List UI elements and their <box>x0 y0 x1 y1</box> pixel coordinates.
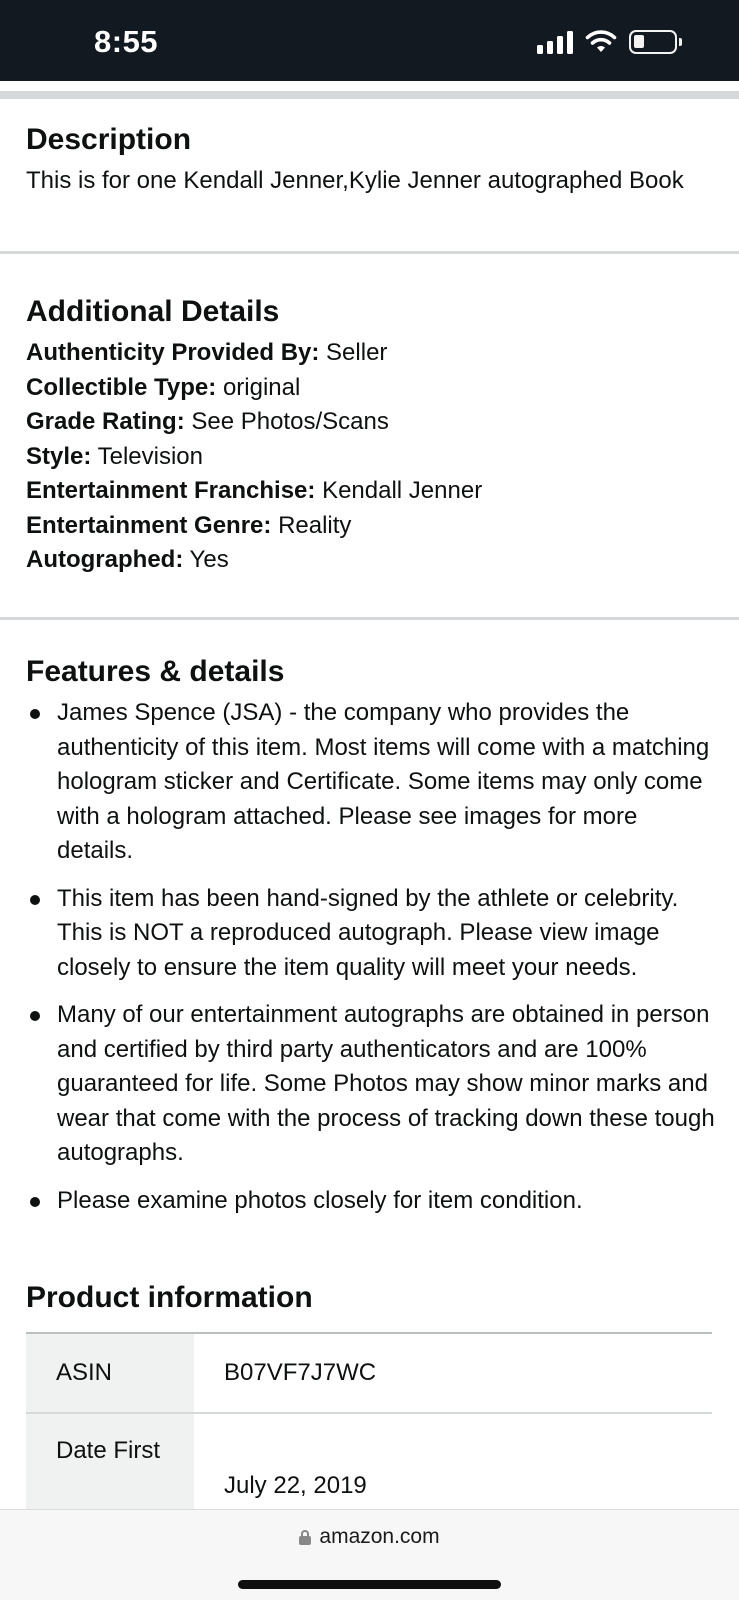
feature-bullet <box>26 696 716 869</box>
feature-text: James Spence (JSA) - the company who provides the authenticity of this item. Most items will come with a matching hologram sticker and Certificate. Some items may only come with a hologram attached. Please see images for more details. <box>57 699 710 864</box>
table-row <box>26 1334 712 1414</box>
table-key: Date First <box>26 1414 194 1534</box>
detail-list <box>26 336 726 578</box>
detail-key: Entertainment Franchise: <box>26 477 316 504</box>
feature-bullet <box>26 998 716 1171</box>
features-title: Features & details <box>26 655 285 688</box>
detail-row <box>26 371 726 406</box>
detail-value: Seller <box>326 339 388 366</box>
detail-value: Kendall Jenner <box>322 477 483 504</box>
feature-text: Many of our entertainment autographs are obtained in person and certified by third party authenticators and are 100% guaranteed for life. Some Photos may show minor marks and wear that come with the process of tracking down these tough autographs. <box>57 1001 715 1166</box>
detail-row <box>26 509 726 544</box>
additional-details-title: Additional Details <box>26 295 280 328</box>
detail-key: Entertainment Genre: <box>26 511 272 539</box>
section-divider <box>0 617 739 620</box>
description-text: This is for one Kendall Jenner,Kylie Jenner autographed Book <box>26 167 684 194</box>
product-information-table <box>26 1332 712 1536</box>
detail-value: Television <box>97 442 203 470</box>
detail-value: original <box>222 373 301 401</box>
detail-row <box>26 405 726 440</box>
status-time: 8:55 <box>94 24 159 59</box>
table-key: ASIN <box>26 1334 194 1412</box>
features-section <box>26 652 716 1231</box>
description-title: Description <box>26 123 192 156</box>
wifi-icon <box>585 30 617 54</box>
detail-key: Authenticity Provided By: <box>26 339 320 366</box>
bullet-dot-icon <box>30 1197 40 1207</box>
detail-value: Reality <box>278 511 352 539</box>
table-value: July 22, 2019 <box>224 1472 367 1499</box>
feature-bullet <box>26 882 716 986</box>
detail-key: Grade Rating: <box>26 408 185 435</box>
detail-value: See Photos/Scans <box>191 408 389 435</box>
detail-key: Style: <box>26 442 92 470</box>
address-bar[interactable] <box>0 1525 739 1549</box>
detail-row <box>26 543 726 578</box>
detail-row <box>26 336 726 371</box>
product-information-title: Product information <box>26 1281 313 1314</box>
battery-icon <box>629 30 677 54</box>
detail-row <box>26 440 726 475</box>
status-bar <box>0 0 739 81</box>
additional-details-section <box>26 292 726 578</box>
cellular-signal-icon <box>537 30 573 54</box>
detail-row <box>26 474 726 509</box>
bullet-dot-icon <box>30 709 40 719</box>
detail-key: Collectible Type: <box>26 373 217 401</box>
section-divider <box>0 251 739 254</box>
bullet-dot-icon <box>30 895 40 905</box>
status-icons <box>537 30 677 54</box>
feature-text: This item has been hand-signed by the athlete or celebrity. This is NOT a reproduced autograph. Please view image closely to ensure the item quality will meet your needs. <box>57 884 679 981</box>
home-indicator[interactable] <box>238 1580 501 1589</box>
feature-text: Please examine photos closely for item condition. <box>57 1186 583 1214</box>
browser-bottom-bar <box>0 1509 739 1600</box>
lock-icon <box>299 1530 311 1545</box>
detail-key: Autographed: <box>26 546 184 573</box>
table-value: B07VF7J7WC <box>224 1358 377 1386</box>
url-text: amazon.com <box>319 1525 440 1548</box>
product-information-section <box>26 1278 712 1536</box>
bullet-dot-icon <box>30 1011 40 1021</box>
description-section <box>26 120 716 199</box>
features-list <box>26 696 716 1218</box>
detail-value: Yes <box>189 546 229 573</box>
feature-bullet <box>26 1184 716 1219</box>
top-divider <box>0 91 739 99</box>
